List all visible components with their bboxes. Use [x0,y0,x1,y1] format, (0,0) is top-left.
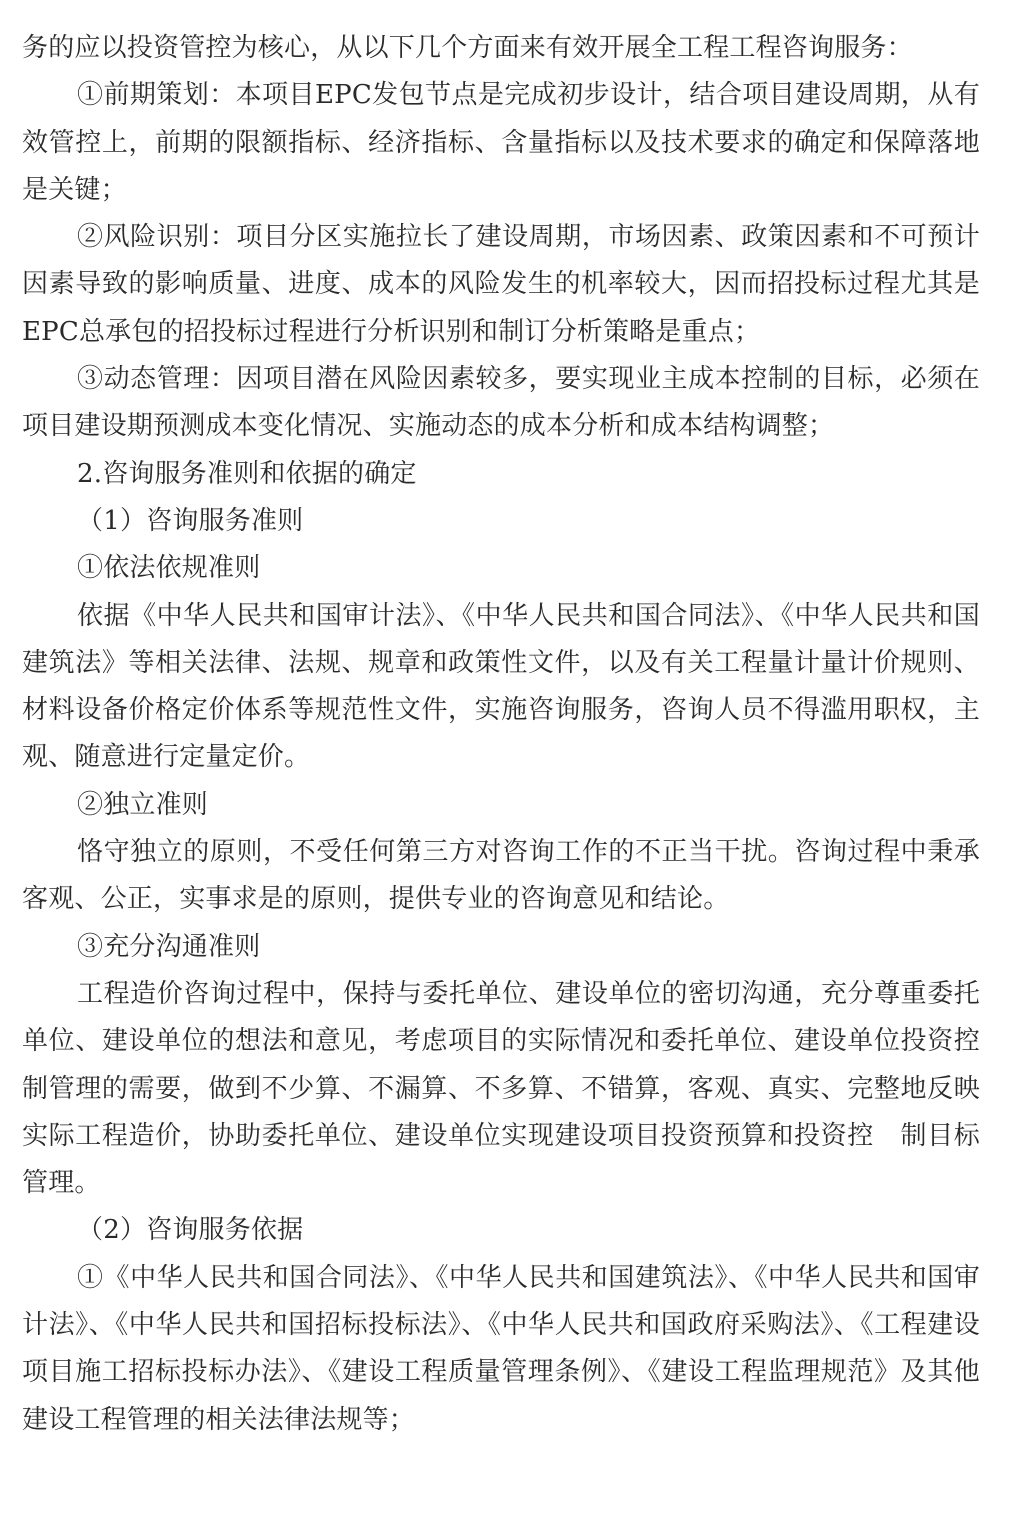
paragraph-legal-compliance: 依据《中华人民共和国审计法》、《中华人民共和国合同法》、《中华人民共和国建筑法》等相关法律、法规、规章和政策性文件，以及有关工程量计量计价规则、材料设备价格定价体系等规范性文件，实施咨询服务，咨询人员不得滥用职权，主观、随意进行定量定价。 [22,600,980,773]
paragraph-communication: 工程造价咨询过程中，保持与委托单位、建设单位的密切沟通，充分尊重委托单位、建设单位的想法和意见，考虑项目的实际情况和委托单位、建设单位投资控制管理的需要，做到不少算、不漏算、不多算、不错算，客观、真实、完整地反映实际工程造价，协助委托单位、建设单位实现建设项目投资预算和投资控 制目标管理。 [22,978,980,1199]
item-heading-independence: ②独立准则 [77,789,209,820]
paragraph-legal-basis: ①《中华人民共和国合同法》、《中华人民共和国建筑法》、《中华人民共和国审计法》、《中华人民共和国招标投标法》、《中华人民共和国政府采购法》、《工程建设项目施工招标投标办法》、《建设工程质量管理条例》、《建设工程监理规范》及其他建设工程管理的相关法律法规等； [22,1262,980,1435]
section-heading-principles-basis: 2.咨询服务准则和依据的确定 [77,458,417,489]
subsection-heading-basis: （2）咨询服务依据 [77,1215,304,1246]
paragraph-early-planning: ①前期策划：本项目EPC发包节点是完成初步设计，结合项目建设周期，从有效管控上，前期的限额指标、经济指标、含量指标以及技术要求的确定和保障落地是关键； [22,80,980,205]
paragraph-intro: 务的应以投资管控为核心，从以下几个方面来有效开展全工程工程咨询服务： [22,33,913,63]
paragraph-dynamic-management: ③动态管理：因项目潜在风险因素较多，要实现业主成本控制的目标，必须在项目建设期预测成本变化情况、实施动态的成本分析和成本结构调整； [22,364,980,442]
subsection-heading-principles: （1）咨询服务准则 [77,505,304,536]
paragraph-independence: 恪守独立的原则，不受任何第三方对咨询工作的不正当干扰。咨询过程中秉承客观、公正，实事求是的原则，提供专业的咨询意见和结论。 [22,837,980,915]
paragraph-risk-identification: ②风险识别：项目分区实施拉长了建设周期，市场因素、政策因素和不可预计因素导致的影响质量、进度、成本的风险发生的机率较大，因而招投标过程尤其是EPC总承包的招投标过程进行分析识别和制订分析策略是重点； [22,222,980,347]
item-heading-legal-compliance: ①依法依规准则 [77,553,261,584]
document-page [22,25,980,1444]
item-heading-communication: ③充分沟通准则 [77,931,261,962]
